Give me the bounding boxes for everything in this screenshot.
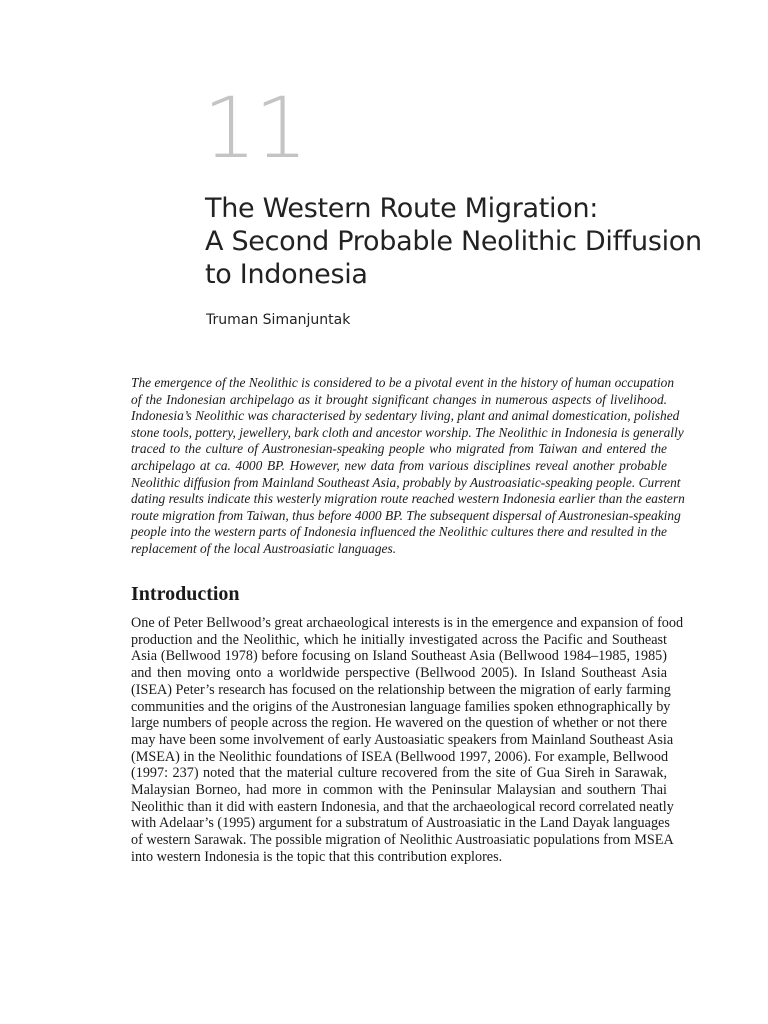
- body-line: communities and the origins of the Austronesian language families spoken ethnographically by: [131, 698, 671, 715]
- abstract-line: traced to the culture of Austronesian-speaking people who migrated from Taiwan and entered the: [131, 441, 667, 457]
- abstract-line: Indonesia’s Neolithic was characterised by sedentary living, plant and animal domestication, polished: [131, 408, 680, 424]
- abstract-line: archipelago at ca. 4000 BP. However, new data from various disciplines reveal another probable: [131, 457, 667, 473]
- body-line: One of Peter Bellwood’s great archaeological interests is in the emergence and expansion of food: [131, 615, 684, 631]
- body-line: (1997: 237) noted that the material culture recovered from the site of Gua Sireh in Sarawak,: [131, 765, 667, 782]
- abstract-line: replacement of the local Austroasiatic languages.: [131, 540, 397, 556]
- body-paragraph: [131, 615, 684, 866]
- abstract-line: stone tools, pottery, jewellery, bark cloth and ancestor worship. The Neolithic in Indonesia is generally: [131, 424, 684, 440]
- abstract-line: route migration from Taiwan, thus before 4000 BP. The subsequent dispersal of Austronesian-speaking: [131, 507, 681, 523]
- abstract-line: Neolithic diffusion from Mainland Southeast Asia, probably by Austroasiatic-speaking people. Current: [131, 474, 681, 490]
- chapter-title-line: to Indonesia: [205, 259, 368, 290]
- body-line: into western Indonesia is the topic that this contribution explores.: [131, 848, 503, 865]
- body-line: large numbers of people across the region. He wavered on the question of whether or not there: [131, 715, 667, 732]
- body-line: production and the Neolithic, which he initially investigated across the Pacific and Southeast: [131, 631, 667, 648]
- body-line: of western Sarawak. The possible migration of Neolithic Austroasiatic populations from MSEA: [131, 832, 674, 849]
- body-line: and then moving onto a worldwide perspective (Bellwood 2005). In Island Southeast Asia: [131, 665, 667, 682]
- body-line: (MSEA) in the Neolithic foundations of ISEA (Bellwood 1997, 2006). For example, Bellwood: [131, 748, 669, 765]
- abstract-line: people into the western parts of Indonesia influenced the Neolithic cultures there and resulted in the: [131, 524, 667, 540]
- body-line: Asia (Bellwood 1978) before focusing on Island Southeast Asia (Bellwood 1984–1985, 1985): [131, 648, 667, 665]
- chapter-title-line: The Western Route Migration:: [205, 193, 599, 224]
- body-line: with Adelaar’s (1995) argument for a substratum of Austroasiatic in the Land Dayak languages: [131, 815, 670, 832]
- body-line: may have been some involvement of early Austoasiatic speakers from Mainland Southeast Asia: [131, 731, 674, 748]
- body-line: (ISEA) Peter’s research has focused on the relationship between the migration of early farming: [131, 681, 671, 698]
- abstract-line: The emergence of the Neolithic is considered to be a pivotal event in the history of human occupation: [131, 375, 675, 390]
- chapter-title: [205, 192, 725, 291]
- chapter-number: 11: [203, 79, 306, 177]
- abstract-line: of the Indonesian archipelago as it brought significant changes in numerous aspects of livelihood.: [131, 391, 667, 407]
- section-heading: Introduction: [131, 583, 240, 605]
- chapter-title-line: A Second Probable Neolithic Diffusion: [205, 226, 702, 257]
- body-line: Neolithic than it did with eastern Indonesia, and that the archaeological record correlated neatly: [131, 798, 674, 815]
- abstract-line: dating results indicate this westerly migration route reached western Indonesia earlier than the eastern: [131, 491, 685, 507]
- abstract: [131, 375, 685, 558]
- body-line: Malaysian Borneo, had more in common with the Peninsular Malaysian and southern Thai: [131, 782, 667, 799]
- author-name: Truman Simanjuntak: [206, 312, 351, 328]
